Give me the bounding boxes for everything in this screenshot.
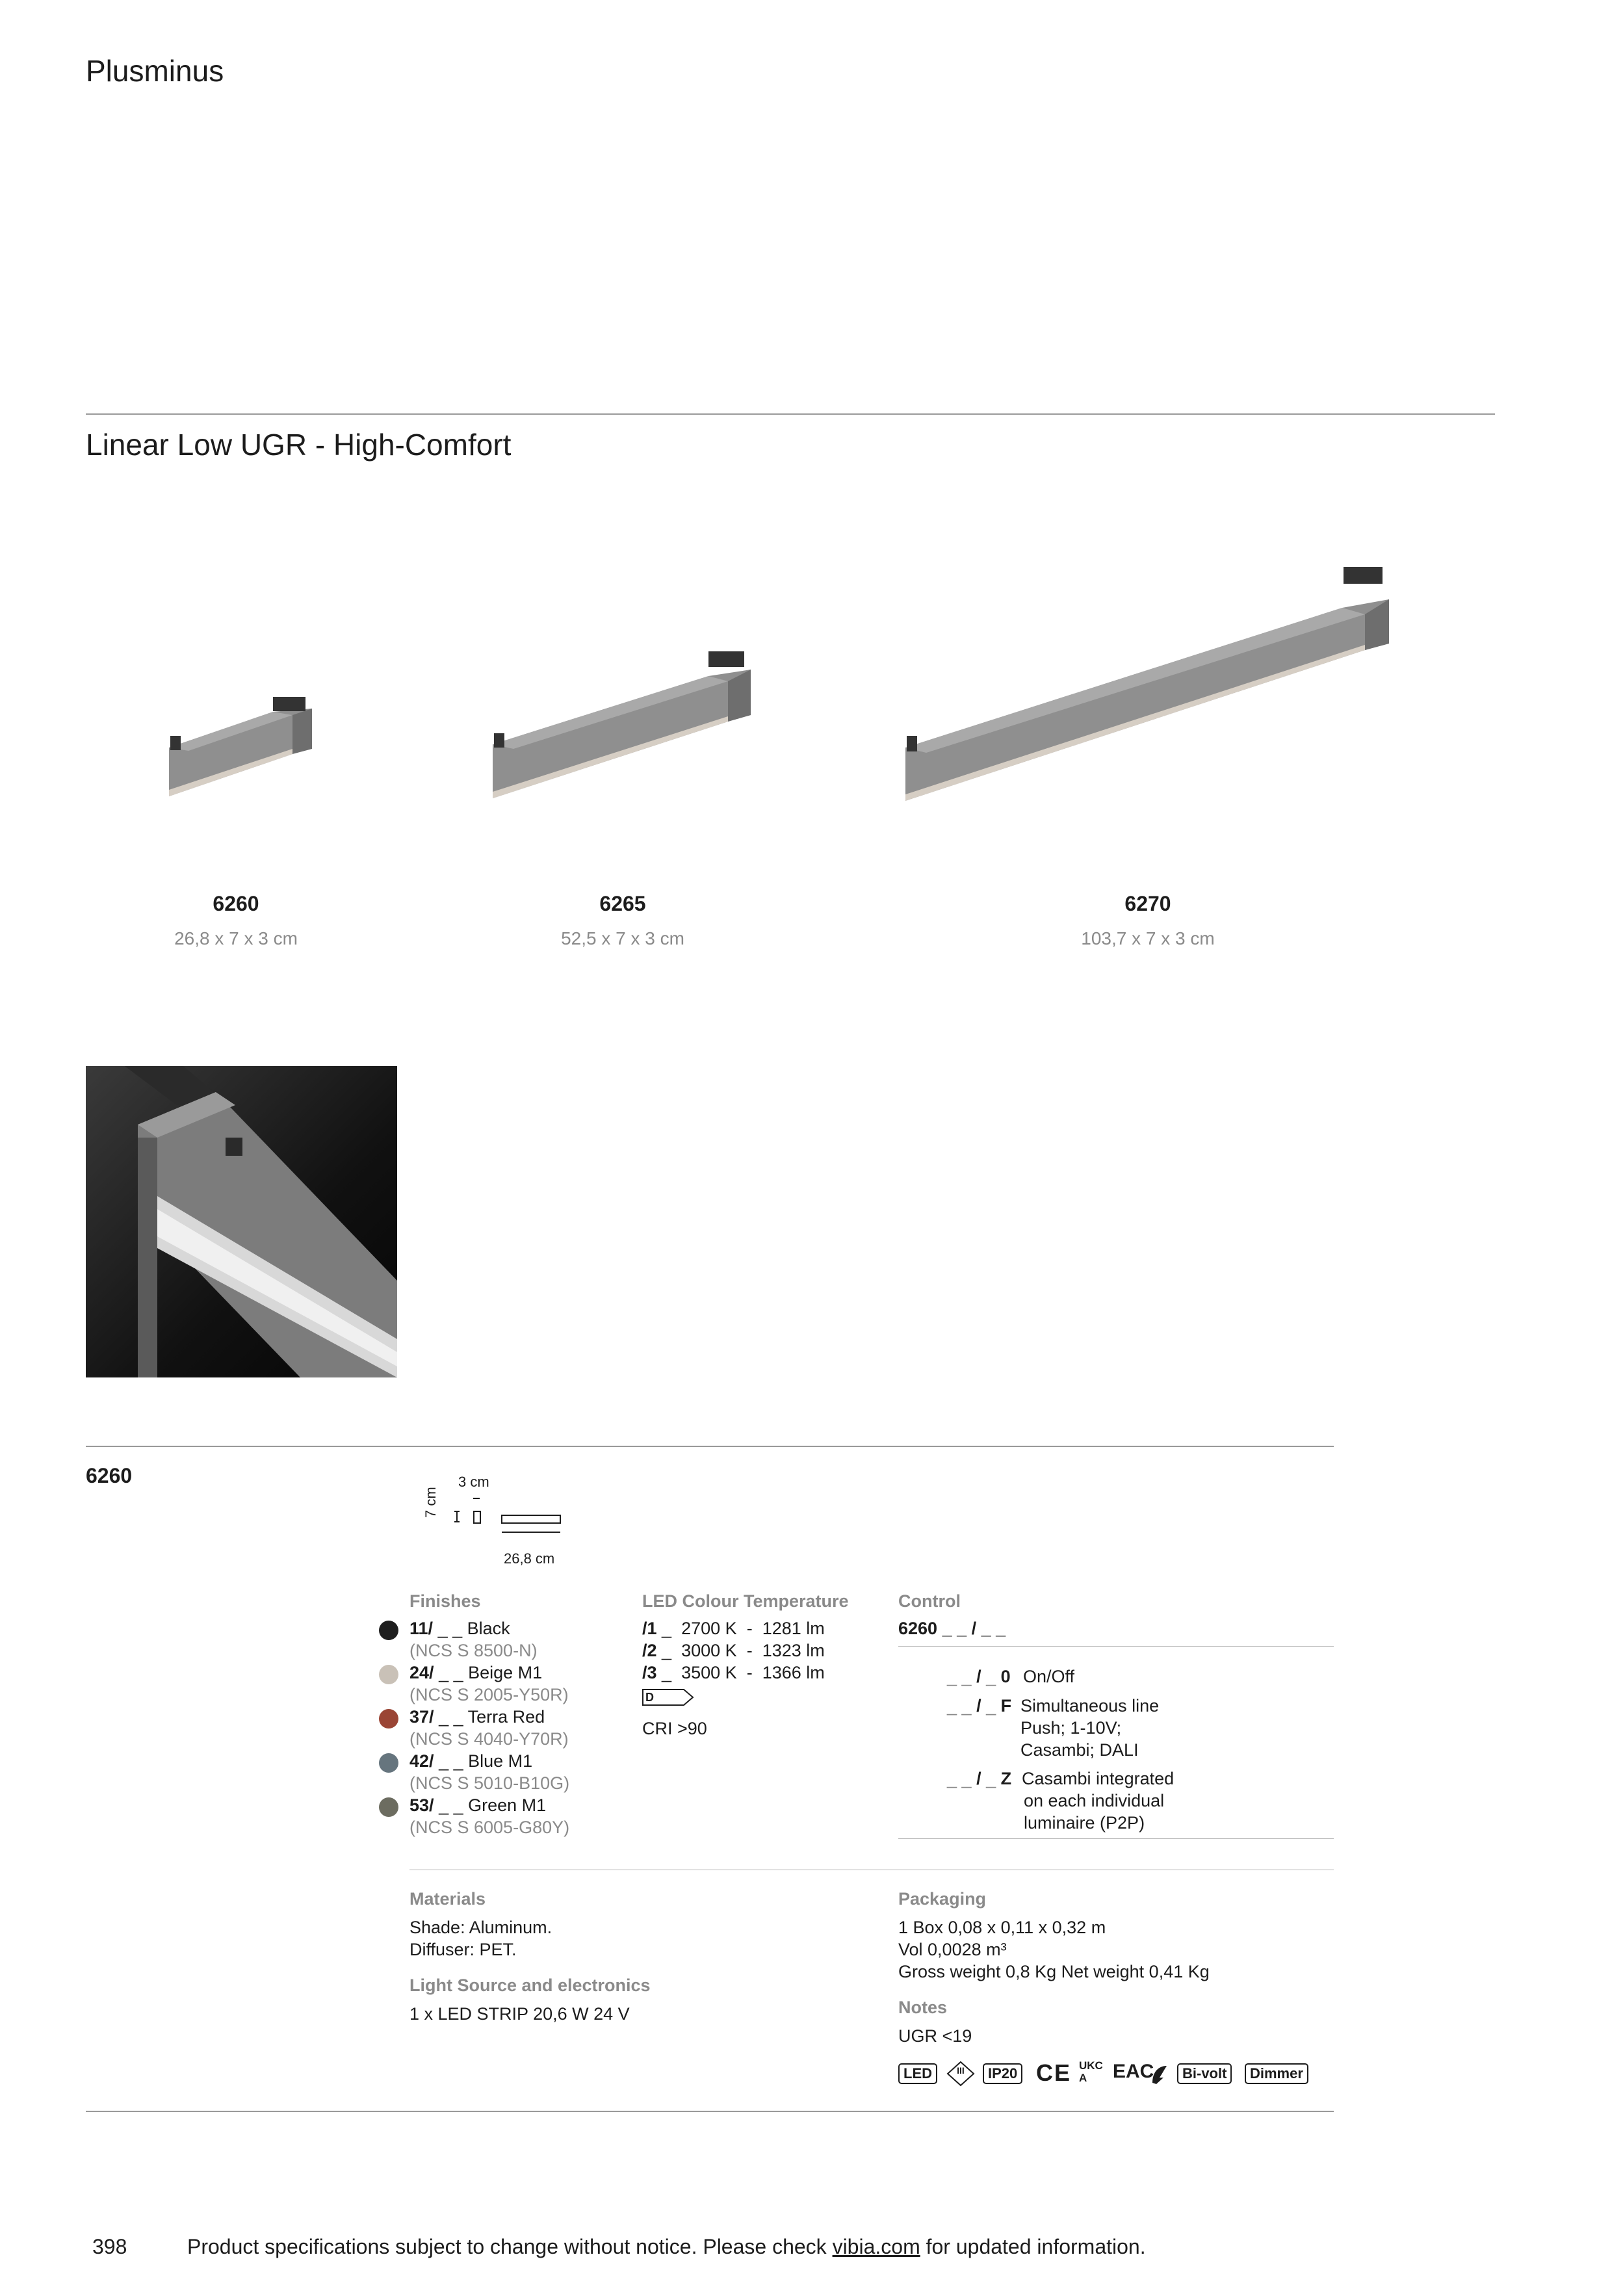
product-6270-image [900,559,1394,806]
divider [86,413,1495,415]
led-item: /1 _ 2700 K - 1281 lm [642,1619,825,1638]
control-option: _ _ / _ 0 [947,1667,1011,1686]
ip20-badge: IP20 [983,2063,1022,2084]
swatch-green [379,1797,398,1817]
bi-volt-badge: Bi-volt [1177,2063,1232,2084]
light-source-line: 1 x LED STRIP 20,6 W 24 V [409,2004,630,2024]
page-number: 398 [92,2235,127,2258]
control-label: Control [898,1591,961,1611]
brand-title: Plusminus [86,54,224,88]
control-option-desc: Casambi integrated [1022,1769,1175,1788]
dim-height: 7 cm [422,1487,439,1518]
product-6265-image [487,644,754,806]
dim-length: 26,8 cm [504,1550,555,1567]
ukca-mark-icon: UKCA [1079,2059,1103,2084]
finish-ncs: (NCS S 8500-N) [409,1641,538,1660]
eac-mark-icon: EAC [1113,2061,1154,2082]
vibia-link[interactable]: vibia.com [832,2235,920,2258]
ce-mark-icon: CE [1036,2059,1072,2086]
control-option: _ _ / _ Z [947,1769,1012,1788]
finish-item: 11/ _ _ Black [409,1619,510,1638]
divider [86,2111,1334,2112]
cri-value: CRI >90 [642,1719,707,1738]
led-label: LED Colour Temperature [642,1591,849,1611]
recycle-mark-icon [1149,2063,1169,2085]
dim-width: 3 cm [458,1474,489,1490]
divider [898,1646,1334,1647]
control-option-desc: On/Off [1023,1667,1075,1686]
footer-note: Product specifications subject to change without notice. Please check vibia.com for updated information. [187,2235,1146,2258]
product-code: 6265 [599,892,646,915]
control-code: 6260 _ _ / _ _ [898,1619,1006,1638]
finish-item: 42/ _ _ Blue M1 [409,1751,533,1771]
spec-product-code: 6260 [86,1464,133,1487]
control-option-desc: Casambi; DALI [1020,1740,1139,1760]
led-item: /2 _ 3000 K - 1323 lm [642,1641,825,1660]
product-dimensions: 26,8 x 7 x 3 cm [174,928,298,948]
swatch-blue [379,1753,398,1773]
dimensions-diagram [452,1492,569,1537]
finishes-label: Finishes [409,1591,481,1611]
packaging-label: Packaging [898,1889,987,1909]
energy-class-icon: D [642,1689,693,1704]
swatch-black [379,1621,398,1640]
light-source-label: Light Source and electronics [409,1976,651,1995]
product-dimensions: 103,7 x 7 x 3 cm [1081,928,1215,948]
control-option-desc: on each individual [1024,1791,1165,1810]
packaging-weight: Gross weight 0,8 Kg Net weight 0,41 Kg [898,1962,1210,1981]
product-6260-image [162,689,318,806]
finish-item: 24/ _ _ Beige M1 [409,1663,543,1682]
divider [86,1446,1334,1447]
finish-item: 37/ _ _ Terra Red [409,1707,545,1727]
control-option: _ _ / _ F [947,1696,1012,1715]
finish-ncs: (NCS S 2005-Y50R) [409,1685,569,1704]
finish-ncs: (NCS S 5010-B10G) [409,1773,570,1793]
materials-line: Diffuser: PET. [409,1940,517,1959]
packaging-box: 1 Box 0,08 x 0,11 x 0,32 m [898,1918,1106,1937]
finish-ncs: (NCS S 6005-G80Y) [409,1818,570,1837]
class-iii-icon: III [946,2061,975,2087]
finish-item: 53/ _ _ Green M1 [409,1795,547,1815]
packaging-vol: Vol 0,0028 m³ [898,1940,1007,1959]
product-detail-photo [86,1066,397,1377]
notes-text: UGR <19 [898,2026,972,2046]
finish-ncs: (NCS S 4040-Y70R) [409,1729,569,1749]
control-option-desc: Simultaneous line [1020,1696,1160,1715]
section-title: Linear Low UGR - High-Comfort [86,428,512,462]
product-dimensions: 52,5 x 7 x 3 cm [561,928,684,948]
product-code: 6260 [213,892,259,915]
materials-label: Materials [409,1889,486,1909]
product-code: 6270 [1124,892,1171,915]
swatch-beige [379,1665,398,1684]
materials-line: Shade: Aluminum. [409,1918,552,1937]
led-badge: LED [898,2063,937,2084]
notes-label: Notes [898,1998,948,2017]
control-option-desc: Push; 1-10V; [1020,1718,1122,1738]
divider [898,1838,1334,1839]
dimmer-badge: Dimmer [1245,2063,1308,2084]
swatch-terra-red [379,1709,398,1729]
led-item: /3 _ 3500 K - 1366 lm [642,1663,825,1682]
control-option-desc: luminaire (P2P) [1024,1813,1145,1833]
